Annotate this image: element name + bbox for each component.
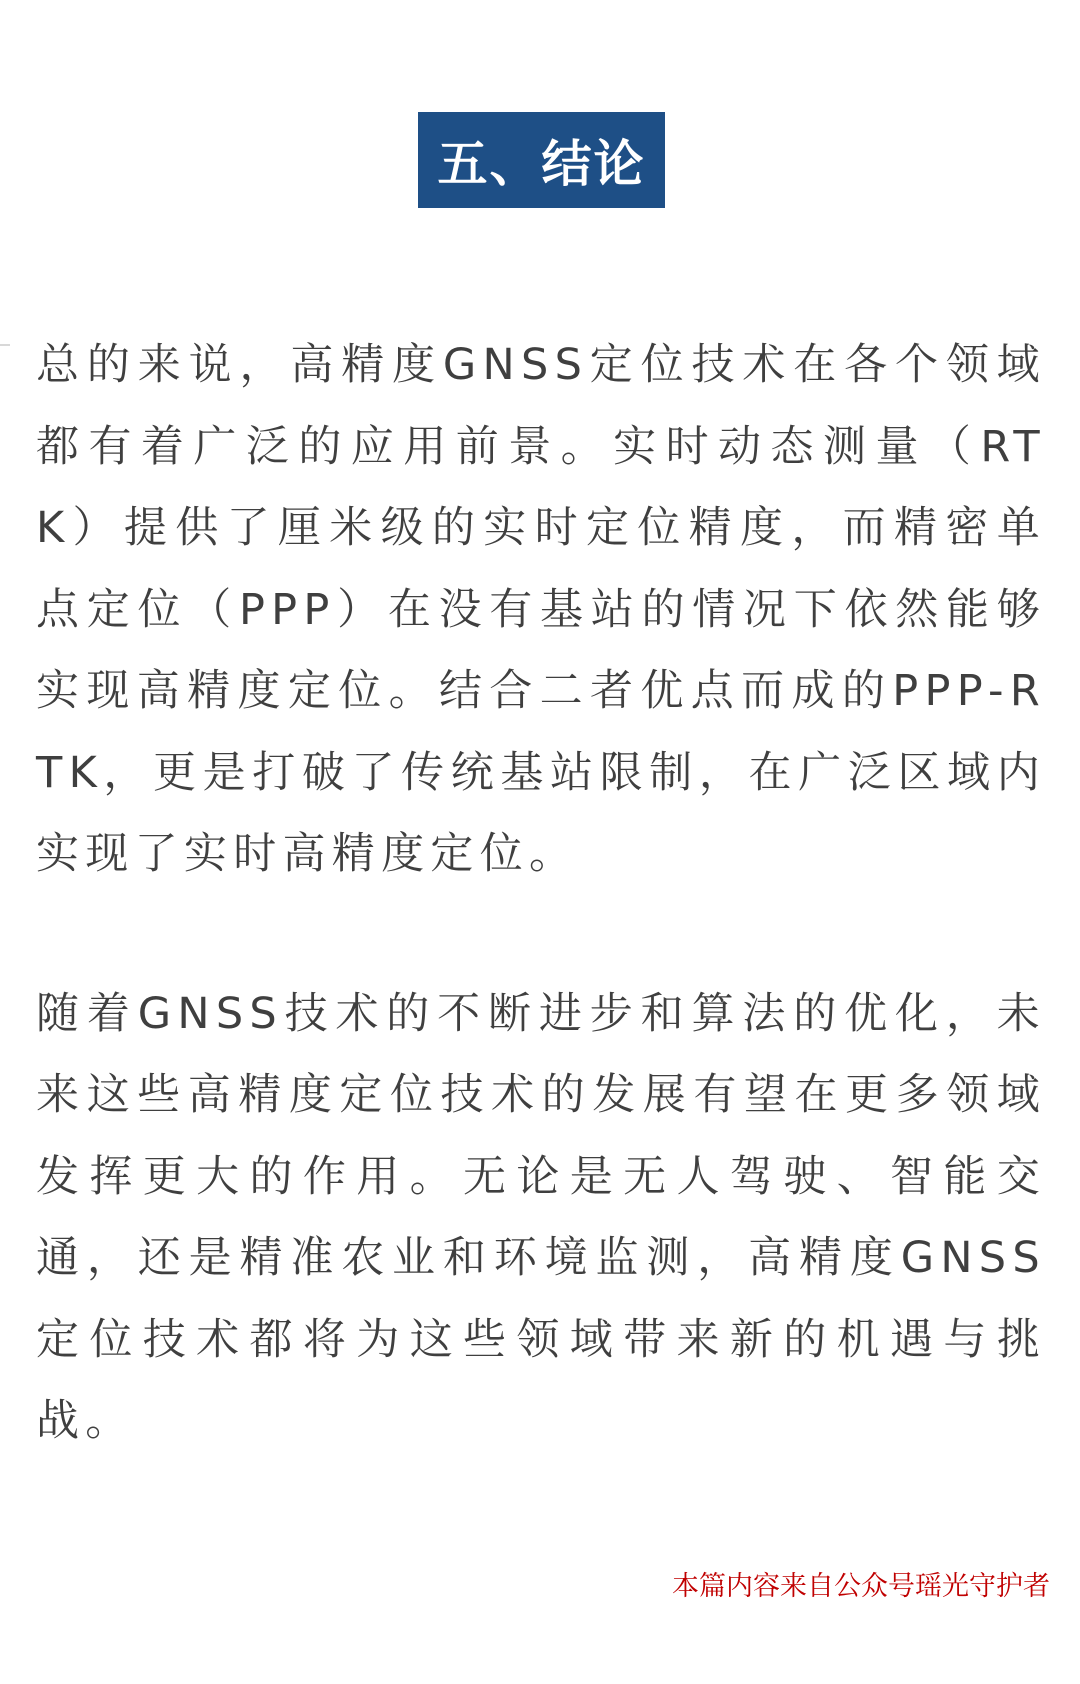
section-title-box xyxy=(418,112,665,208)
paragraph-future-outlook: 随着GNSS技术的不断进步和算法的优化，未来这些高精度定位技术的发展有望在更多领域发挥更大的作用。无论是无人驾驶、智能交通，还是精准农业和环境监测，高精度GNSS定位技术都将为这些领域带来新的机遇与挑战。 xyxy=(36,988,1046,1446)
source-attribution: 本篇内容来自公众号瑶光守护者 xyxy=(672,1571,1050,1602)
article-body xyxy=(36,325,1046,1463)
edge-divider-mark xyxy=(0,344,10,346)
paragraph-conclusion-summary: 总的来说，高精度GNSS定位技术在各个领域都有着广泛的应用前景。实时动态测量（RTK）提供了厘米级的实时定位精度，而精密单点定位（PPP）在没有基站的情况下依然能够实现高精度定位。结合二者优点而成的PPP-RTK，更是打破了传统基站限制，在广泛区域内实现了实时高精度定位。 xyxy=(36,340,1046,879)
section-title: 五、结论 xyxy=(437,135,646,193)
